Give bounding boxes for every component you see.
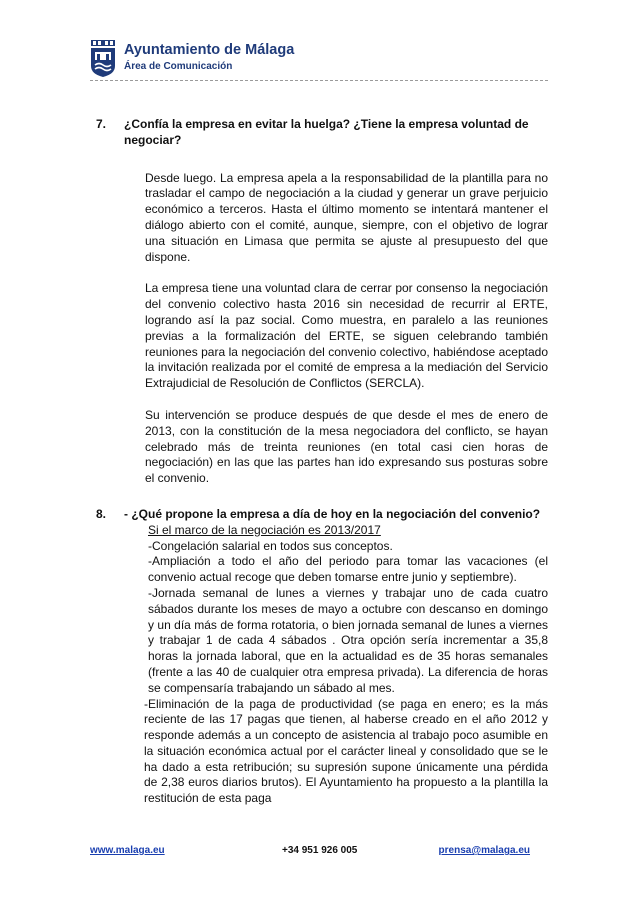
list-item: -Eliminación de la paga de productividad (se paga en enero; es la más reciente de las 17 pagas que tienen, al haberse creado en el año 2012 y responde además a un concepto de asistencia al trabajo poco asumible en la situación económica actual por el carácter lineal y consolidado que se le ha dado a esta retribución; su supresión supone únicamente una pérdida de 2,38 euros diarios brutos). El Ayuntamiento ha propuesto a la plantilla la restitución de esta paga	[144, 696, 548, 806]
question-7	[96, 117, 548, 149]
answer-paragraph: Su intervención se produce después de que desde el mes de enero de 2013, con la constitución de la mesa negociadora del conflicto, se hayan celebrado más de treinta reuniones (en total casi cien horas de negociación) en las que las partes han ido expresando sus posturas sobre el convenio.	[145, 407, 548, 486]
org-department: Área de Comunicación	[124, 61, 233, 72]
proposal-list	[144, 522, 548, 807]
page-header	[90, 40, 550, 82]
question-number: 7.	[96, 117, 107, 131]
list-item: -Ampliación a todo el año del periodo para tomar las vacaciones (el convenio actual recoge que deben tomarse entre junio y septiembre).	[148, 554, 548, 585]
question-8	[96, 507, 548, 523]
email-link[interactable]: prensa@malaga.eu	[438, 845, 530, 856]
org-name: Ayuntamiento de Málaga	[124, 42, 295, 58]
answer-paragraph: Desde luego. La empresa apela a la responsabilidad de la plantilla para no trasladar el campo de negociación a la ciudad y generar un grave perjuicio económico a terceros. Hasta el último momento se intentará mantener el diálogo abierto con el comité, aunque, siempre, con el objetivo de lograr una situación en Limasa que permita se ajuste al presupuesto del que dispone.	[145, 170, 548, 264]
website-link[interactable]: www.malaga.eu	[90, 845, 165, 856]
answer-paragraph: La empresa tiene una voluntad clara de cerrar por consenso la negociación del convenio colectivo hasta 2016 sin necesidad de recurrir al ERTE, logrando así la paz social. Como muestra, en paralelo a las reuniones previas a la formalización del ERTE, se siguen celebrando también reuniones para la negociación del convenio colectivo, habiéndose aceptado la invitación realizada por el comité de empresa a la mediación del Servicio Extrajudicial de Resolución de Conflictos (SERCLA).	[145, 281, 548, 391]
question-text: - ¿Qué propone la empresa a día de hoy en la negociación del convenio?	[124, 506, 541, 521]
list-item: -Jornada semanal de lunes a viernes y trabajar uno de cada cuatro sábados durante los meses de mayo a octubre con descanso en domingo y un día más de forma rotatoria, o bien jornada semanal de lunes a viernes y trabajar 1 de cada 4 sábados . Otra opción sería incrementar a 35,8 horas la jornada laboral, que en la actualidad es de 35 horas semanales (frente a las 40 de cualquier otra empresa privada). La diferencia de horas se compensaría trabajando un sábado al mes.	[148, 585, 548, 695]
page-footer	[90, 845, 548, 861]
city-coat-of-arms-icon	[90, 40, 116, 78]
phone-number: +34 951 926 005	[282, 845, 358, 856]
question-text: ¿Confía la empresa en evitar la huelga? ¿Tiene la empresa voluntad de negociar?	[124, 117, 529, 147]
document-body	[96, 117, 548, 807]
list-item: -Congelación salarial en todos sus conceptos.	[148, 538, 393, 553]
negotiation-frame: Si el marco de la negociación es 2013/2017	[148, 522, 381, 537]
question-number: 8.	[96, 506, 107, 521]
header-divider	[90, 80, 548, 81]
